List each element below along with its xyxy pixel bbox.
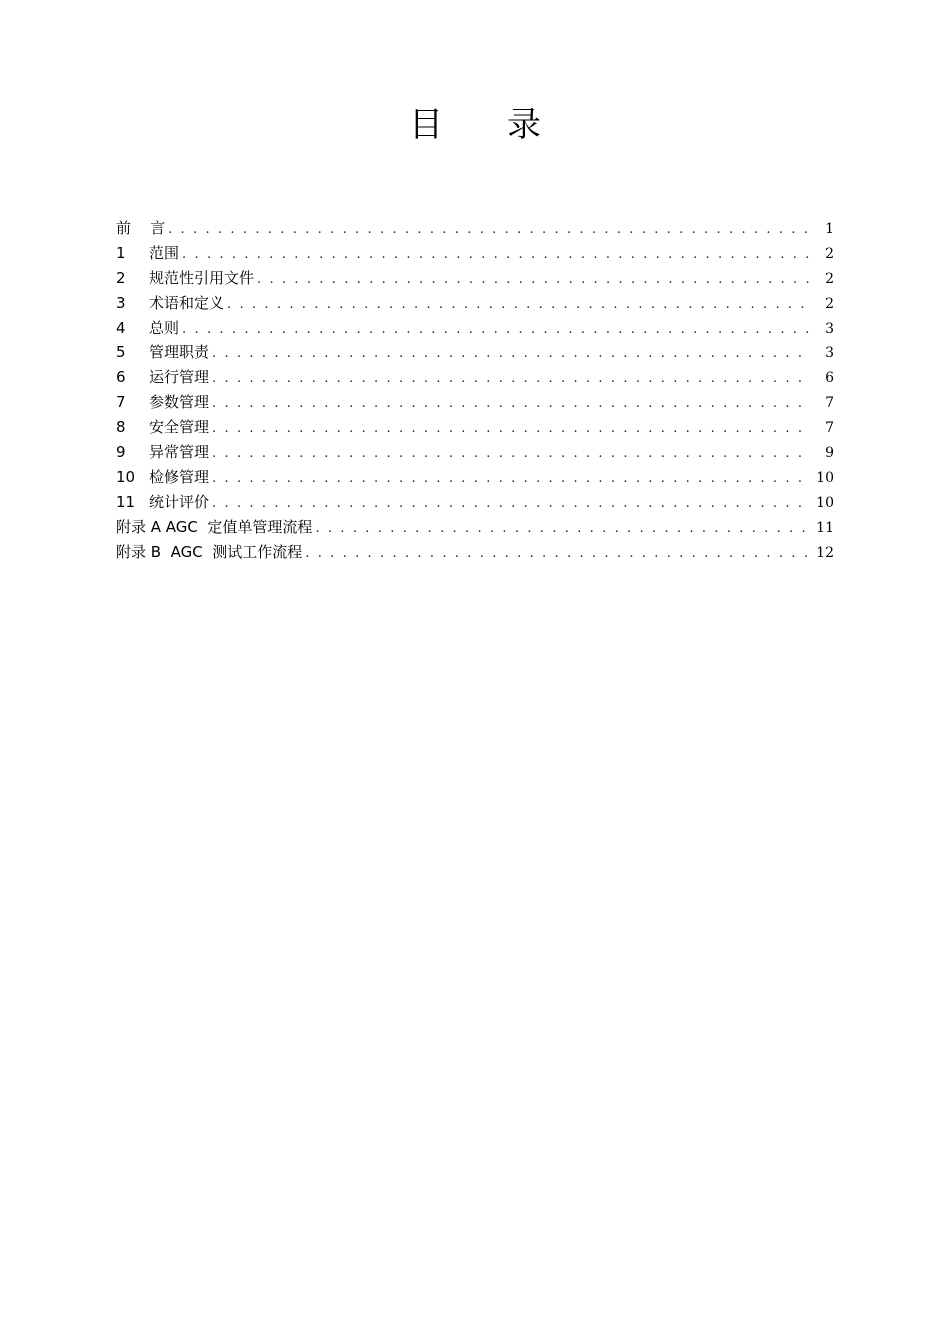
toc-label: 异常管理 xyxy=(149,443,210,462)
toc-leader xyxy=(212,417,810,442)
toc-row[interactable] xyxy=(116,340,834,365)
toc-leader xyxy=(168,218,810,243)
toc-page-number: 2 xyxy=(825,270,834,287)
toc-label: 总则 xyxy=(149,318,180,337)
toc-leader xyxy=(305,542,810,567)
toc-row[interactable] xyxy=(116,440,834,465)
toc-row[interactable] xyxy=(116,316,834,341)
toc-row[interactable] xyxy=(116,291,834,316)
toc-number: 10 xyxy=(116,467,136,486)
toc-leader xyxy=(182,318,810,343)
toc-label: 安全管理 xyxy=(149,418,210,437)
toc-label: 管理职责 xyxy=(149,343,210,362)
toc-row[interactable] xyxy=(116,365,834,390)
toc-label: 运行管理 xyxy=(149,368,210,387)
toc-label: 术语和定义 xyxy=(149,293,225,312)
toc-number: 3 xyxy=(116,293,126,312)
toc-row[interactable] xyxy=(116,515,834,540)
toc-leader xyxy=(212,342,810,367)
toc-leader xyxy=(212,392,810,417)
toc-page-number: 12 xyxy=(816,544,834,561)
toc-page-number: 6 xyxy=(825,370,834,387)
toc-row[interactable] xyxy=(116,241,834,266)
toc-row[interactable] xyxy=(116,490,834,515)
toc-number: 2 xyxy=(116,268,126,287)
toc-leader xyxy=(182,243,810,268)
toc-number: 6 xyxy=(116,368,126,387)
toc-leader xyxy=(212,492,810,517)
toc-page-number: 10 xyxy=(816,494,834,511)
toc-leader xyxy=(212,367,810,392)
toc-label: 附录 A AGC 定值单管理流程 xyxy=(116,517,313,536)
toc-leader xyxy=(212,467,810,492)
toc-leader xyxy=(227,293,810,318)
toc-number: 4 xyxy=(116,318,126,337)
toc-number: 1 xyxy=(116,243,126,262)
toc-number: 7 xyxy=(116,393,126,412)
toc-page-number: 7 xyxy=(825,395,834,412)
toc-label: 参数管理 xyxy=(149,393,210,412)
toc-page-number: 3 xyxy=(825,320,834,337)
toc-page-number: 2 xyxy=(825,245,834,262)
toc-label: 规范性引用文件 xyxy=(149,268,255,287)
toc-row[interactable] xyxy=(116,216,834,241)
toc-leader xyxy=(315,517,810,542)
toc-row[interactable] xyxy=(116,465,834,490)
toc-label: 前 言 xyxy=(116,219,166,237)
toc-page-number: 7 xyxy=(825,420,834,437)
toc-number: 8 xyxy=(116,418,126,437)
toc-row[interactable] xyxy=(116,540,834,565)
toc-leader xyxy=(257,268,810,293)
toc-number: 5 xyxy=(116,343,126,362)
toc-page-number: 11 xyxy=(816,519,834,536)
toc-row[interactable] xyxy=(116,266,834,291)
toc-row[interactable] xyxy=(116,390,834,415)
toc-label: 附录 B AGC 测试工作流程 xyxy=(116,542,303,561)
toc-leader xyxy=(212,442,810,467)
table-of-contents xyxy=(116,216,834,564)
toc-number: 11 xyxy=(116,492,136,511)
toc-number: 9 xyxy=(116,443,126,462)
toc-page-number: 9 xyxy=(825,445,834,462)
toc-row[interactable] xyxy=(116,415,834,440)
toc-page-number: 1 xyxy=(825,221,834,237)
toc-page-number: 2 xyxy=(825,295,834,312)
page-title: 目录 xyxy=(409,105,605,145)
toc-label: 范围 xyxy=(149,243,180,262)
toc-label: 检修管理 xyxy=(149,467,210,486)
toc-page-number: 10 xyxy=(816,469,834,486)
toc-label: 统计评价 xyxy=(149,492,210,511)
toc-page-number: 3 xyxy=(825,345,834,362)
